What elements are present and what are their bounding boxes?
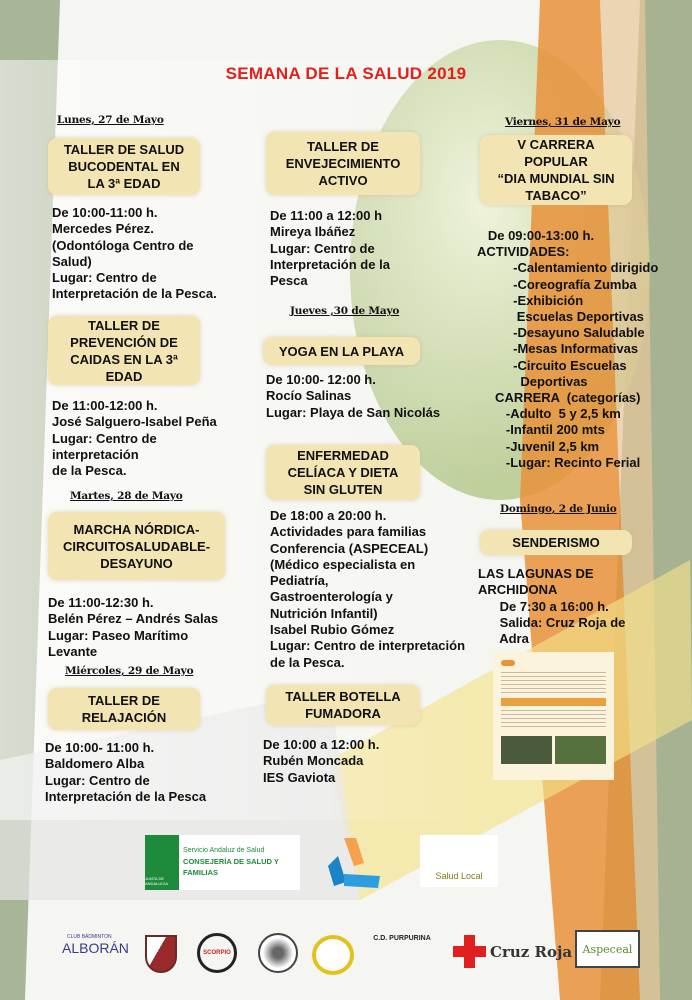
event-title-line: FUMADORA [305, 706, 381, 721]
event-title-line: ENFERMEDAD [297, 448, 389, 463]
route-flyer-thumbnail [493, 652, 614, 780]
event-detail-line: Nutrición Infantil) [270, 605, 378, 621]
event-title-line: PREVENCIÓN DE [70, 334, 178, 350]
event-box-bucodental [48, 138, 200, 195]
event-box-marcha [48, 512, 225, 580]
event-detail-line: -Calentamiento dirigido [477, 260, 659, 276]
logo-petanca-club [312, 935, 354, 975]
poster-title: SEMANA DE LA SALUD 2019 [225, 64, 467, 83]
event-detail-line: Escuelas Deportivas [477, 309, 644, 325]
event-detail-line: (Odontóloga Centro de [52, 237, 194, 253]
event-detail-line: Gastroenterología y [270, 589, 393, 605]
event-title-line: CIRCUITOSALUDABLE- [62, 538, 211, 554]
event-detail-line: De 10:00- 12:00 h. [266, 372, 376, 387]
event-box-senderismo [480, 530, 632, 555]
event-details [478, 566, 625, 647]
event-title: LA 3ª EDAD [87, 176, 161, 191]
event-title-line: ENVEJECIMIENTO [285, 156, 401, 171]
event-detail-line: José Salguero-Isabel Peña [52, 414, 217, 430]
event-detail-line: De 18:00 a 20:00 h. [270, 508, 387, 523]
event-title-line: CAIDAS EN LA 3ª [70, 351, 178, 367]
event-details [52, 398, 217, 479]
event-detail-line: De 09:00-13:00 h. [477, 228, 595, 243]
event-detail-line: De 10:00-11:00 h. [52, 205, 158, 220]
event-detail-line: -Mesas Informativas [477, 341, 639, 357]
logo-club-crest [145, 935, 177, 973]
event-title-line: “DIA MUNDIAL SIN [497, 171, 615, 186]
event-detail-line: Pesca [270, 273, 308, 289]
event-detail-line: Salida: Cruz Roja de [478, 614, 626, 630]
logo-rugby-club [258, 933, 298, 973]
event-title-line: SENDERISMO [512, 535, 600, 550]
event-detail-line: CONSEJERÍA DE SALUD Y FAMILIAS [183, 857, 279, 877]
event-detail-line: Lugar: Playa de San Nicolás [266, 404, 441, 420]
event-detail-line: LAS LAGUNAS DE [478, 566, 594, 581]
logo-consejeria-salud [145, 835, 300, 890]
logo-scorpio: SCORPIO [197, 933, 237, 973]
event-detail-line: De 7:30 a 16:00 h. [478, 598, 609, 614]
event-detail-line: Interpretación de la Pesca [45, 788, 207, 804]
day-header-martes: Martes, 28 de Mayo [70, 490, 183, 502]
event-detail-line: Baldomero Alba [45, 756, 145, 772]
event-detail-line: Interpretación de la [270, 256, 390, 272]
event-detail-line: Isabel Rubio Gómez [270, 622, 395, 638]
event-title-line: POPULAR [524, 154, 588, 169]
event-title: TALLER DE SALUD [63, 142, 185, 157]
event-detail-line: De 11:00-12:00 h. [52, 398, 158, 413]
event-details [263, 737, 379, 786]
event-detail-line: Deportivas [477, 373, 588, 389]
event-detail-line: Rubén Moncada [263, 753, 364, 769]
event-detail-line: Belén Pérez – Andrés Salas [48, 611, 219, 627]
logo-club-alboran [42, 926, 129, 966]
event-detail-line: Mercedes Pérez. [52, 221, 154, 237]
day-header-lunes: Lunes, 27 de Mayo [57, 114, 164, 126]
event-title-line: TALLER DE [88, 693, 160, 708]
event-detail-line: -Circuito Escuelas [477, 357, 627, 373]
event-detail-line: -Infantil 200 mts [477, 422, 605, 438]
event-details [266, 372, 440, 421]
event-detail-line: IES Gaviota [263, 769, 336, 785]
event-detail-line: Interpretación de la Pesca. [52, 286, 217, 302]
event-detail-line: -Coreografía Zumba [477, 276, 637, 292]
event-detail-line: JUNTA DE ANDALUCIA [145, 835, 179, 890]
event-box-celiaca [266, 445, 420, 500]
event-box-carrera [480, 135, 632, 205]
event-detail-line: De 11:00-12:30 h. [48, 595, 154, 610]
event-detail-line: ALBORÁN [62, 940, 129, 956]
event-detail-line: De 10:00- 11:00 h. [45, 740, 155, 755]
event-detail-line: Lugar: Centro de interpretación [270, 638, 466, 654]
event-detail-line: Servicio Andaluz de Salud [183, 847, 265, 854]
event-title-line: TALLER DE [88, 317, 160, 333]
event-detail-line: Mireya Ibáñez [270, 224, 356, 240]
logo-ayuntamiento [322, 838, 382, 893]
event-title-line: SIN GLUTEN [303, 482, 383, 497]
event-detail-line: Lugar: Centro de [270, 240, 375, 256]
event-title-line: CELÍACA Y DIETA [287, 465, 399, 480]
event-detail-line: ARCHIDONA [478, 582, 558, 598]
logo-cruz-roja [453, 935, 572, 968]
day-header-miercoles: Miércoles, 29 de Mayo [65, 665, 194, 677]
logo-salud-local: Salud Local [420, 835, 498, 887]
day-header-viernes: Viernes, 31 de Mayo [505, 116, 621, 128]
event-detail-line: Actividades para familias [270, 524, 427, 540]
event-detail-line: Lugar: Paseo Marítimo [48, 627, 189, 643]
event-details [48, 595, 218, 660]
event-detail-line: Adra [478, 631, 529, 647]
event-detail-line: Lugar: Centro de [52, 430, 157, 446]
event-detail-line: interpretación [52, 446, 139, 462]
event-box-envejecimiento [266, 132, 420, 195]
event-title-line: TABACO” [525, 188, 587, 203]
event-detail-line: ACTIVIDADES: [477, 244, 570, 260]
event-detail-line: -Adulto 5 y 2,5 km [477, 406, 621, 422]
event-detail-line: Pediatría, [270, 573, 329, 589]
event-detail-line: -Exhibición [477, 292, 584, 308]
event-box-caidas [48, 316, 200, 385]
event-details [270, 508, 465, 671]
day-header-jueves: Jueves ,30 de Mayo [290, 305, 400, 317]
event-detail-line: Levante [48, 643, 98, 659]
event-detail-line: de la Pesca. [52, 463, 127, 479]
event-details [477, 228, 658, 471]
event-title-line: TALLER DE [307, 139, 379, 154]
event-title-line: EDAD [105, 368, 143, 384]
event-details [52, 205, 217, 303]
logo-aspeceal: Aspeceal [575, 930, 640, 968]
logo-cd-purpurina: C.D. PURPURINA [373, 935, 431, 942]
event-title: BUCODENTAL EN [68, 159, 180, 174]
event-detail-line: De 10:00 a 12:00 h. [263, 737, 380, 752]
event-detail-line: CLUB BÁDMINTON [67, 934, 112, 940]
event-details [45, 740, 206, 805]
event-detail-line: -Juvenil 2,5 km [477, 438, 600, 454]
event-detail-line: Lugar: Centro de [45, 772, 150, 788]
red-cross-icon [453, 935, 486, 968]
event-detail-line: de la Pesca. [270, 654, 345, 670]
event-title-line: TALLER BOTELLA [285, 689, 401, 704]
event-title-line: DESAYUNO [100, 555, 173, 571]
event-title-line: V CARRERA [517, 137, 595, 152]
event-title-line: MARCHA NÓRDICA- [73, 521, 200, 537]
event-detail-line: -Desayuno Saludable [477, 325, 645, 341]
day-header-domingo: Domingo, 2 de Junio [500, 503, 617, 515]
event-detail-line: Lugar: Centro de [52, 270, 157, 286]
event-box-botella [266, 685, 420, 725]
event-title-line: RELAJACIÓN [81, 710, 167, 725]
event-detail-line: CARRERA (categorías) [477, 390, 641, 406]
event-detail-line: Cruz Roja [490, 942, 573, 961]
event-box-relajacion [48, 688, 200, 730]
event-detail-line: Conferencia (ASPECEAL) [270, 540, 429, 556]
event-detail-line: (Médico especialista en [270, 556, 416, 572]
event-box-yoga [263, 337, 420, 365]
event-title-line: YOGA EN LA PLAYA [278, 343, 405, 359]
event-detail-line: Salud) [52, 253, 92, 269]
event-detail-line: -Lugar: Recinto Ferial [477, 454, 641, 470]
event-detail-line: Rocío Salinas [266, 388, 352, 404]
event-details [270, 208, 390, 289]
event-detail-line: De 11:00 a 12:00 h [270, 208, 383, 223]
event-title-line: ACTIVO [318, 173, 368, 188]
